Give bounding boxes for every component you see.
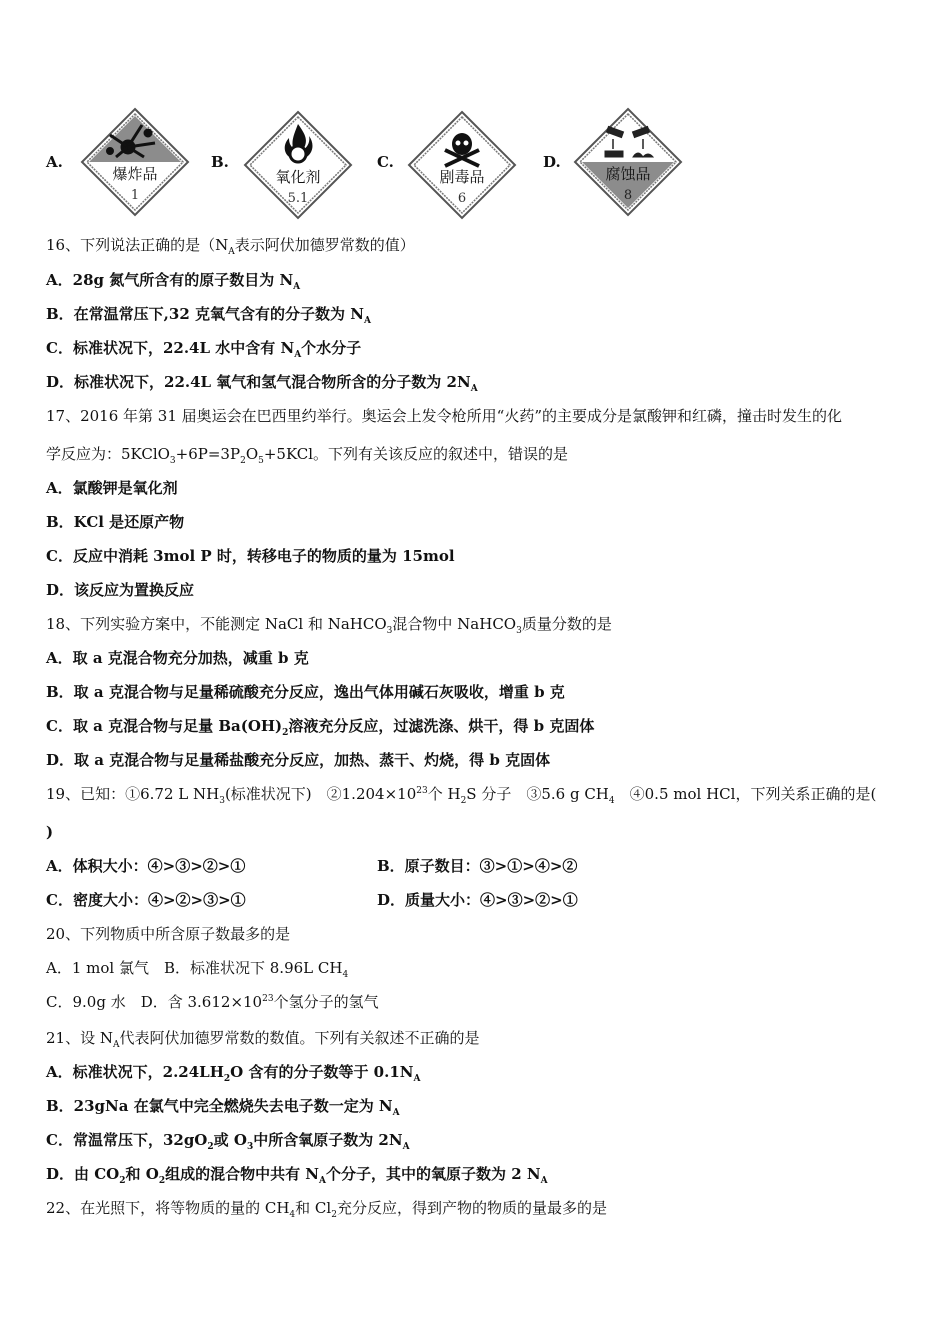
q16-option-d: D．标准状况下，22.4L 氧气和氢气混合物所含的分子数为 $2N_A$ — [46, 373, 478, 394]
sign-label: 爆炸品 — [112, 165, 158, 183]
q22-stem: 22、在光照下，将等物质的量的 $CH_4$和 $Cl_2$充分反应，得到产物的物质的量最多的是 — [46, 1199, 607, 1220]
sign-number: 8 — [623, 188, 633, 203]
explosive-sign — [80, 107, 190, 217]
q21-option-b: B．23gNa 在氯气中完全燃烧失去电子数一定为 $N_A$ — [46, 1097, 400, 1118]
q21-option-c: C．常温常压下，$32gO_2$或 $O_3$中所含氧原子数为 $2N_A$ — [46, 1131, 410, 1152]
q19-stem: 19、已知：①6.72 L $NH_3$(标准状况下) $②1.204\times 10^{23}$个 $H_2S$ 分子 ③5.6 g $CH_4$ ④0.5 mol HCl，下列关系正确的是( — [46, 785, 877, 806]
q19-stem-close: ) — [46, 823, 54, 841]
q16-option-b: B．在常温常压下,32 克氧气含有的分子数为 $N_A$ — [46, 305, 371, 326]
sign-label: 氧化剂 — [275, 168, 321, 186]
q20-options-cd: C．9.0g 水 D．含 $3.612\times 10^{23}$个氢分子的氢气 — [46, 993, 379, 1011]
q16-stem: 16、下列说法正确的是（$N_A$表示阿伏加德罗常数的值） — [46, 236, 415, 257]
q17-option-c: C．反应中消耗 3mol P 时，转移电子的物质的量为 15mol — [46, 547, 455, 565]
option-label-a: A. — [46, 153, 63, 171]
q17-option-d: D．该反应为置换反应 — [46, 581, 195, 599]
sign-label: 剧毒品 — [439, 168, 485, 186]
option-label-d: D. — [543, 153, 561, 171]
toxic-sign — [407, 110, 517, 220]
q19-option-d: D．质量大小：④>③>②>① — [377, 891, 578, 909]
q18-option-c: C．取 a 克混合物与足量 $Ba(OH)_2$溶液充分反应，过滤洗涤、烘干，得 b 克固体 — [46, 717, 595, 738]
q18-option-d: D．取 a 克混合物与足量稀盐酸充分反应，加热、蒸干、灼烧，得 b 克固体 — [46, 751, 551, 769]
q17-option-b: B．KCl 是还原产物 — [46, 513, 185, 531]
q21-option-a: A．标准状况下，$2.24LH_2O$ 含有的分子数等于 $0.1N_A$ — [46, 1063, 421, 1084]
q20-options-ab: A．1 mol 氯气 B．标准状况下 8.96L $CH_4$ — [46, 959, 349, 980]
q19-option-c: C．密度大小：④>②>③>① — [46, 891, 246, 909]
q17-stem-line2: 学反应为：$5KClO_3+6P=3P_2O_5+5KCl$。下列有关该反应的叙述中，错误的是 — [46, 445, 569, 466]
corrosive-sign — [573, 107, 683, 217]
q17-option-a: A．氯酸钾是氧化剂 — [46, 479, 178, 497]
sign-number: 5.1 — [287, 191, 309, 206]
q20-stem: 20、下列物质中所含原子数最多的是 — [46, 925, 291, 943]
q19-option-b: B．原子数目：③>①>④>② — [377, 857, 578, 875]
oxidizer-sign — [243, 110, 353, 220]
q16-option-c: C．标准状况下，22.4L 水中含有 $N_A$个水分子 — [46, 339, 362, 360]
sign-number: 6 — [457, 191, 467, 206]
q19-option-a: A．体积大小：④>③>②>① — [46, 857, 246, 875]
q17-stem-line1: 17、2016 年第 31 届奥运会在巴西里约举行。奥运会上发令枪所用“火药”的主要成分是氯酸钾和红磷，撞击时发生的化 — [46, 407, 842, 425]
option-label-b: B. — [211, 153, 229, 171]
q18-option-a: A．取 a 克混合物充分加热，减重 b 克 — [46, 649, 309, 667]
q18-option-b: B．取 a 克混合物与足量稀硫酸充分反应，逸出气体用碱石灰吸收，增重 b 克 — [46, 683, 565, 701]
q16-option-a: A．28g 氮气所含有的原子数目为 $N_A$ — [46, 271, 301, 292]
option-label-c: C. — [377, 153, 394, 171]
q21-option-d: D．由 $CO_2$和 $O_2$组成的混合物中共有 $N_A$个分子，其中的氧原子数为 2 $N_A$ — [46, 1165, 548, 1186]
q21-stem: 21、设 $N_A$代表阿伏加德罗常数的数值。下列有关叙述不正确的是 — [46, 1029, 480, 1050]
sign-label: 腐蚀品 — [605, 165, 651, 183]
q18-stem: 18、下列实验方案中，不能测定 NaCl 和 NaHCO$_3$混合物中 NaHCO$_3$质量分数的是 — [46, 615, 612, 636]
sign-number: 1 — [130, 188, 140, 203]
